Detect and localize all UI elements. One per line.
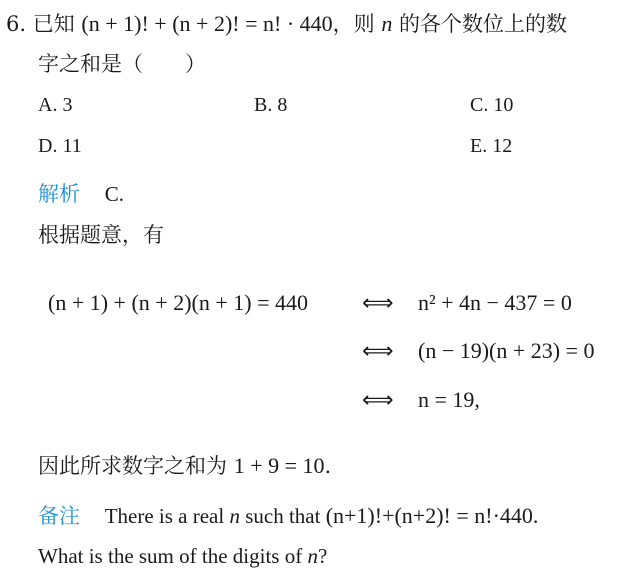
remark-mid-1: such that — [239, 504, 326, 528]
iff-symbol-2: ⟺ — [362, 338, 394, 363]
problem-line-1 — [6, 10, 567, 38]
problem-stem-suffix: ，则 — [332, 12, 382, 36]
option-a: A. 3 — [38, 94, 73, 116]
remark-line-1 — [38, 502, 538, 530]
remark-label: 备注 — [38, 504, 80, 528]
option-c: C. 10 — [470, 94, 514, 116]
equation-2-rhs: (n − 19)(n + 23) = 0 — [418, 338, 595, 363]
solution-intro: 根据题意，有 — [38, 223, 164, 247]
solution-header — [38, 180, 124, 208]
problem-line-2: 字之和是（ ） — [38, 52, 206, 76]
solution-answer: C. — [104, 182, 124, 206]
iff-symbol-1: ⟺ — [362, 290, 394, 315]
equation-3-rhs: n = 19, — [418, 387, 480, 412]
equation-1-rhs: n² + 4n − 437 = 0 — [418, 290, 572, 315]
problem-stem-rest: 的各个数位上的数 — [392, 12, 568, 36]
iff-symbol-3: ⟺ — [362, 387, 394, 412]
conclusion-text: 因此所求数字之和为 — [38, 454, 234, 478]
conclusion-end: . — [324, 454, 332, 478]
remark-text-2: What is the sum of the digits of — [38, 544, 308, 568]
remark-var-2: n — [307, 544, 318, 568]
conclusion-math: 1 + 9 = 10 — [233, 453, 325, 478]
remark-end-2: ? — [317, 544, 328, 568]
remark-math-1: (n+1)!+(n+2)! = n!·440. — [325, 503, 539, 528]
problem-number: 6. — [6, 12, 27, 36]
option-e: E. 12 — [470, 135, 513, 157]
problem-stem-var: n — [381, 11, 393, 36]
problem-stem-prefix: 已知 — [32, 12, 75, 36]
equation-1-lhs: (n + 1) + (n + 2)(n + 1) = 440 — [48, 290, 308, 315]
problem-stem-equation: (n + 1)! + (n + 2)! = n! · 440 — [81, 11, 333, 36]
remark-text-1: There is a real — [104, 504, 230, 528]
remark-var-1: n — [229, 504, 240, 528]
option-d: D. 11 — [38, 135, 82, 157]
option-b: B. 8 — [254, 94, 288, 116]
solution-conclusion — [38, 452, 331, 480]
remark-line-2 — [38, 542, 327, 570]
solution-label: 解析 — [38, 182, 80, 206]
